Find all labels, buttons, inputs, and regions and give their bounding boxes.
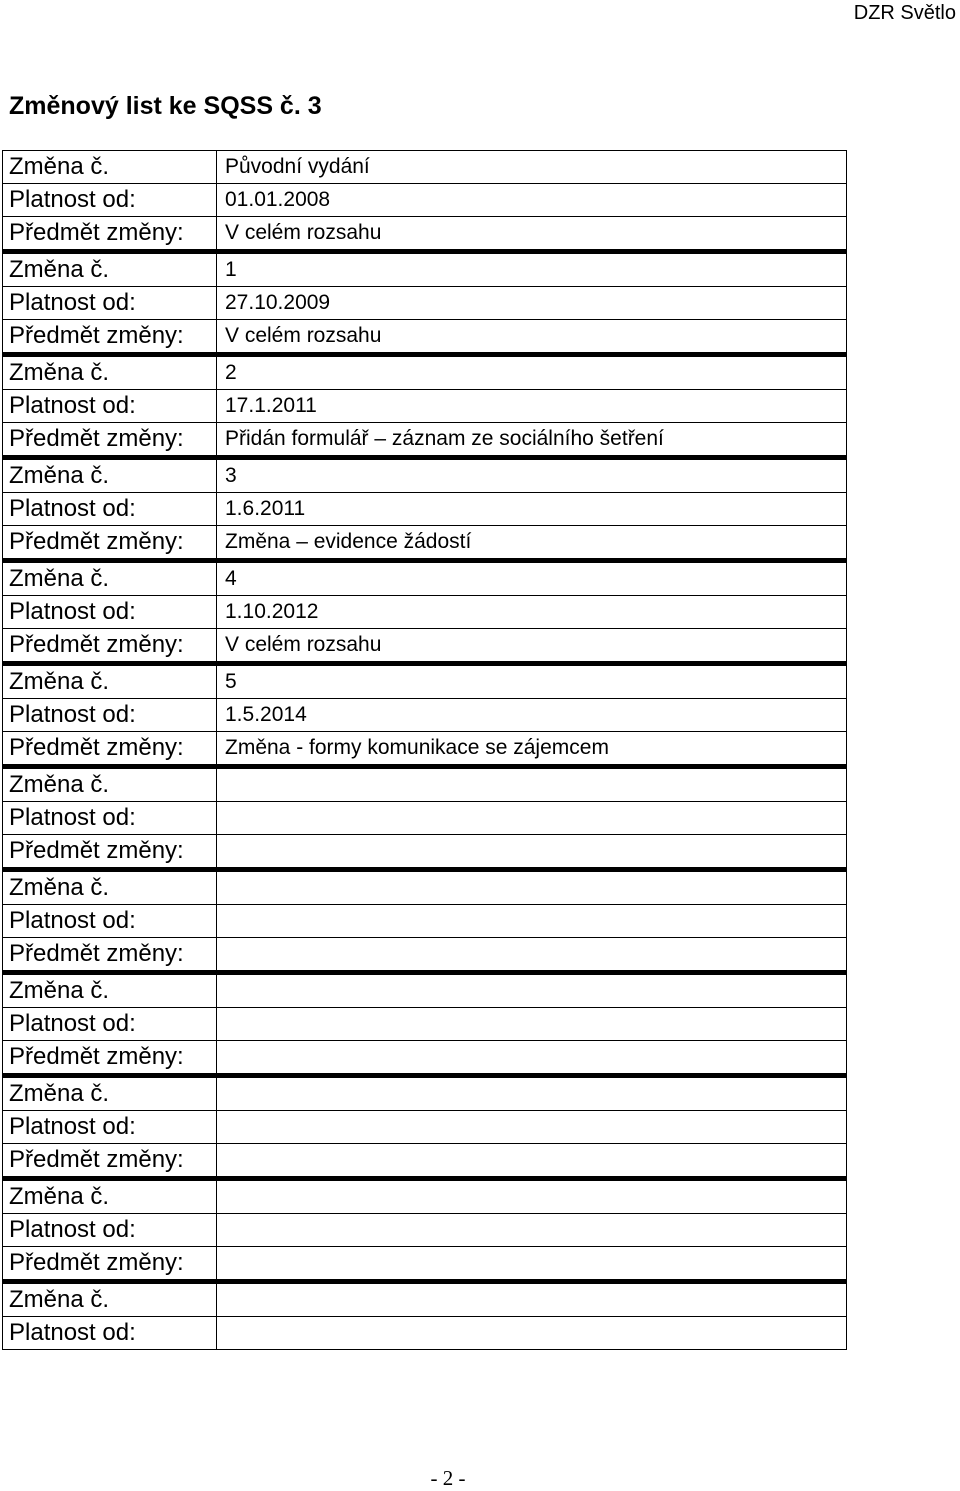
change-number-label: Změna č. bbox=[3, 357, 217, 390]
valid-from-value bbox=[217, 1317, 847, 1350]
change-number-value: 2 bbox=[217, 357, 847, 390]
valid-from-value bbox=[217, 1111, 847, 1144]
page-number: - 2 - bbox=[430, 1466, 466, 1490]
table-row bbox=[3, 872, 847, 905]
change-number-value bbox=[217, 872, 847, 905]
table-row bbox=[3, 1247, 847, 1280]
change-number-value: 5 bbox=[217, 666, 847, 699]
table-row bbox=[3, 732, 847, 765]
table-row bbox=[3, 493, 847, 526]
table-row bbox=[3, 1317, 847, 1350]
change-number-label: Změna č. bbox=[3, 563, 217, 596]
valid-from-value bbox=[217, 1214, 847, 1247]
change-subject-value bbox=[217, 835, 847, 868]
valid-from-label: Platnost od: bbox=[3, 596, 217, 629]
change-list-body bbox=[3, 151, 847, 1350]
change-subject-label: Předmět změny: bbox=[3, 526, 217, 559]
table-row bbox=[3, 357, 847, 390]
change-subject-label: Předmět změny: bbox=[3, 1247, 217, 1280]
document-header-label: DZR Světlo bbox=[853, 2, 956, 24]
valid-from-value bbox=[217, 802, 847, 835]
change-number-label: Změna č. bbox=[3, 872, 217, 905]
change-list-table bbox=[2, 150, 847, 1350]
table-row bbox=[3, 151, 847, 184]
table-row bbox=[3, 1078, 847, 1111]
valid-from-label: Platnost od: bbox=[3, 184, 217, 217]
table-row bbox=[3, 835, 847, 868]
table-row bbox=[3, 320, 847, 353]
table-row bbox=[3, 666, 847, 699]
change-subject-label: Předmět změny: bbox=[3, 835, 217, 868]
change-number-value bbox=[217, 1284, 847, 1317]
table-row bbox=[3, 184, 847, 217]
change-number-value bbox=[217, 1181, 847, 1214]
change-number-value bbox=[217, 769, 847, 802]
change-subject-value: Přidán formulář – záznam ze sociálního šetření bbox=[217, 423, 847, 456]
change-number-label: Změna č. bbox=[3, 151, 217, 184]
valid-from-value: 1.6.2011 bbox=[217, 493, 847, 526]
change-number-label: Změna č. bbox=[3, 1181, 217, 1214]
valid-from-label: Platnost od: bbox=[3, 287, 217, 320]
change-subject-label: Předmět změny: bbox=[3, 732, 217, 765]
table-row bbox=[3, 1041, 847, 1074]
change-subject-value: Změna – evidence žádostí bbox=[217, 526, 847, 559]
change-subject-label: Předmět změny: bbox=[3, 1041, 217, 1074]
change-subject-value bbox=[217, 938, 847, 971]
valid-from-label: Platnost od: bbox=[3, 802, 217, 835]
change-number-value bbox=[217, 975, 847, 1008]
change-subject-value bbox=[217, 1144, 847, 1177]
change-number-label: Změna č. bbox=[3, 1078, 217, 1111]
change-number-label: Změna č. bbox=[3, 666, 217, 699]
valid-from-label: Platnost od: bbox=[3, 493, 217, 526]
change-subject-value bbox=[217, 1247, 847, 1280]
change-subject-value: Změna - formy komunikace se zájemcem bbox=[217, 732, 847, 765]
table-row bbox=[3, 1144, 847, 1177]
change-subject-value bbox=[217, 1041, 847, 1074]
change-subject-label: Předmět změny: bbox=[3, 938, 217, 971]
change-number-value bbox=[217, 1078, 847, 1111]
change-number-value: 1 bbox=[217, 254, 847, 287]
table-row bbox=[3, 699, 847, 732]
table-row bbox=[3, 1008, 847, 1041]
valid-from-value: 17.1.2011 bbox=[217, 390, 847, 423]
valid-from-label: Platnost od: bbox=[3, 1008, 217, 1041]
change-number-label: Změna č. bbox=[3, 1284, 217, 1317]
table-row bbox=[3, 596, 847, 629]
change-number-label: Změna č. bbox=[3, 460, 217, 493]
valid-from-value: 27.10.2009 bbox=[217, 287, 847, 320]
valid-from-label: Platnost od: bbox=[3, 699, 217, 732]
document-title: Změnový list ke SQSS č. 3 bbox=[9, 92, 322, 120]
change-subject-value: V celém rozsahu bbox=[217, 217, 847, 250]
valid-from-value: 1.10.2012 bbox=[217, 596, 847, 629]
table-row bbox=[3, 905, 847, 938]
table-row bbox=[3, 563, 847, 596]
change-number-value: 3 bbox=[217, 460, 847, 493]
change-subject-value: V celém rozsahu bbox=[217, 320, 847, 353]
table-row bbox=[3, 254, 847, 287]
valid-from-label: Platnost od: bbox=[3, 390, 217, 423]
change-number-label: Změna č. bbox=[3, 254, 217, 287]
table-row bbox=[3, 975, 847, 1008]
table-row bbox=[3, 526, 847, 559]
table-row bbox=[3, 938, 847, 971]
change-number-value: 4 bbox=[217, 563, 847, 596]
valid-from-value bbox=[217, 905, 847, 938]
table-row bbox=[3, 1284, 847, 1317]
table-row bbox=[3, 390, 847, 423]
change-subject-label: Předmět změny: bbox=[3, 320, 217, 353]
change-number-value: Původní vydání bbox=[217, 151, 847, 184]
table-row bbox=[3, 1111, 847, 1144]
valid-from-label: Platnost od: bbox=[3, 1111, 217, 1144]
change-subject-label: Předmět změny: bbox=[3, 1144, 217, 1177]
table-row bbox=[3, 460, 847, 493]
change-subject-value: V celém rozsahu bbox=[217, 629, 847, 662]
change-number-label: Změna č. bbox=[3, 975, 217, 1008]
table-row bbox=[3, 769, 847, 802]
change-subject-label: Předmět změny: bbox=[3, 423, 217, 456]
table-row bbox=[3, 1181, 847, 1214]
valid-from-label: Platnost od: bbox=[3, 905, 217, 938]
table-row bbox=[3, 629, 847, 662]
table-row bbox=[3, 1214, 847, 1247]
table-row bbox=[3, 287, 847, 320]
valid-from-value: 01.01.2008 bbox=[217, 184, 847, 217]
table-row bbox=[3, 217, 847, 250]
change-number-label: Změna č. bbox=[3, 769, 217, 802]
table-row bbox=[3, 802, 847, 835]
valid-from-label: Platnost od: bbox=[3, 1214, 217, 1247]
change-subject-label: Předmět změny: bbox=[3, 217, 217, 250]
table-row bbox=[3, 423, 847, 456]
change-subject-label: Předmět změny: bbox=[3, 629, 217, 662]
valid-from-value bbox=[217, 1008, 847, 1041]
valid-from-value: 1.5.2014 bbox=[217, 699, 847, 732]
valid-from-label: Platnost od: bbox=[3, 1317, 217, 1350]
